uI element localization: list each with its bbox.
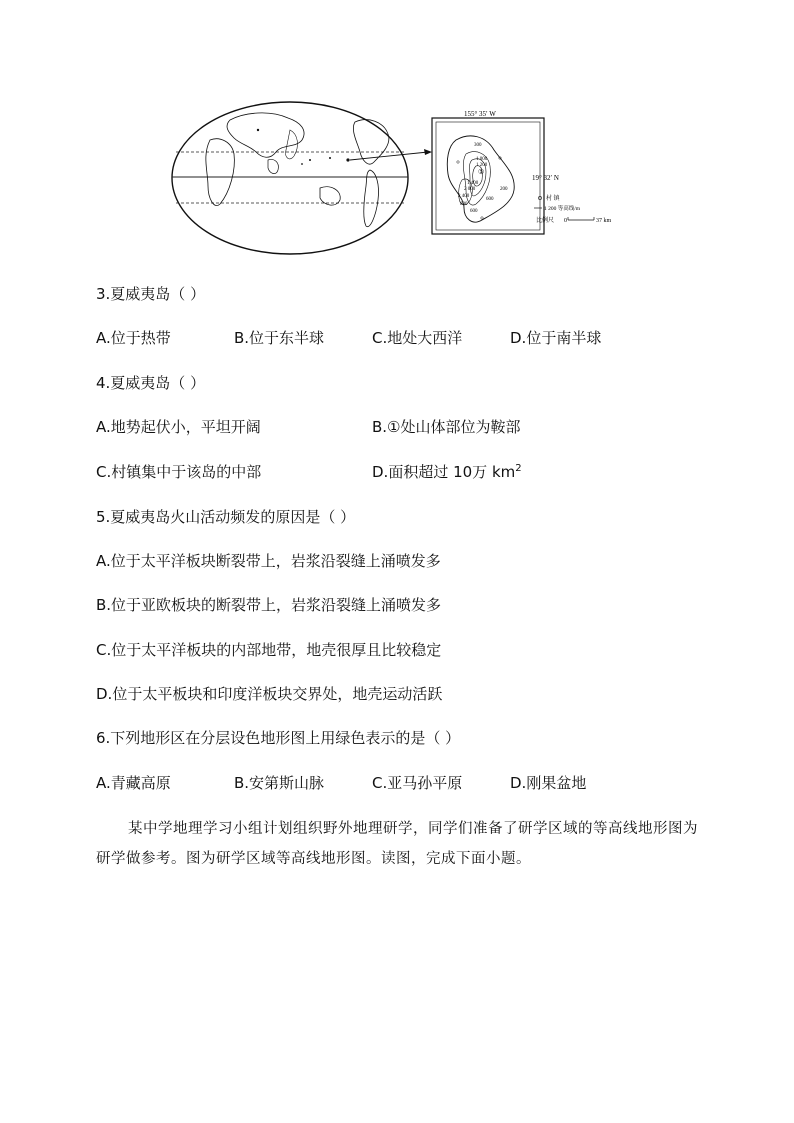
scale-label: 比例尺 (536, 218, 555, 224)
question-6-option-d: D.刚果盆地 (510, 774, 587, 792)
question-4-option-c: C.村镇集中于该岛的中部 (96, 463, 262, 481)
legend-contour-label: 1 200 等高线/m (544, 206, 581, 212)
question-5-option-d: D.位于太平板块和印度洋板块交界处，地壳运动活跃 (96, 685, 443, 703)
question-4-option-d (372, 462, 522, 482)
contour-label: 2 400 (458, 194, 470, 199)
contour-label: 2 000 (464, 187, 476, 192)
question-3-stem: 3.夏威夷岛（ ） (96, 285, 206, 303)
legend-village-label: 村 镇 (546, 196, 560, 202)
question-5-option-c: C.位于太平洋板块的内部地带，地壳很厚且比较稳定 (96, 641, 442, 659)
world-map (172, 102, 432, 254)
inset-longitude-label: 155° 35′ W (464, 110, 496, 118)
question-4-option-b: B.①处山体部位为鞍部 (372, 418, 521, 436)
contour-label: 600 (486, 197, 494, 202)
question-4-option-d-superscript: 2 (515, 463, 522, 474)
hawaii-marker (346, 158, 349, 161)
hawaii-inset (432, 110, 612, 234)
question-5-option-a: A.位于太平洋板块断裂带上，岩浆沿裂缝上涌喷发多 (96, 552, 441, 570)
contour-label: 200 (500, 187, 508, 192)
question-6-option-a: A.青藏高原 (96, 774, 171, 792)
question-4-option-d-text: D.面积超过 10万 km (372, 463, 516, 481)
contour-label: 800 (460, 202, 468, 207)
map-figure (170, 100, 630, 265)
question-4-option-a: A.地势起伏小，平坦开阔 (96, 418, 261, 436)
question-3-option-d: D.位于南半球 (510, 329, 602, 347)
contour-label: 300 (474, 143, 482, 148)
contour-label: 1 200 (476, 163, 488, 168)
question-3-option-a: A.位于热带 (96, 329, 171, 347)
question-3-option-c: C.地处大西洋 (372, 329, 463, 347)
question-4-stem: 4.夏威夷岛（ ） (96, 374, 206, 392)
question-6-option-c: C.亚马孙平原 (372, 774, 463, 792)
question-5-option-b: B.位于亚欧板块的断裂带上，岩浆沿裂缝上涌喷发多 (96, 596, 442, 614)
map-figure-svg (170, 100, 630, 265)
inset-latitude-label: 19° 32′ N (532, 174, 559, 182)
scale-zero: 0 (564, 218, 567, 224)
contour-label: 1 000 (476, 157, 488, 162)
question-5-stem: 5.夏威夷岛火山活动频发的原因是（ ） (96, 508, 356, 526)
contour-label: 1 400 (467, 181, 479, 186)
contour-label: 600 (470, 209, 478, 214)
circled-marker-1: ① (478, 168, 485, 176)
question-3-option-b: B.位于东半球 (234, 329, 325, 347)
question-6-option-b: B.安第斯山脉 (234, 774, 325, 792)
passage-text: 某中学地理学习小组计划组织野外地理研学，同学们准备了研学区域的等高线地形图为研学做参考。图为研学区域等高线地形图。读图，完成下面小题。 (96, 821, 698, 867)
question-6-stem: 6.下列地形区在分层设色地形图上用绿色表示的是（ ） (96, 729, 461, 747)
scale-distance: 37 km (596, 218, 612, 224)
